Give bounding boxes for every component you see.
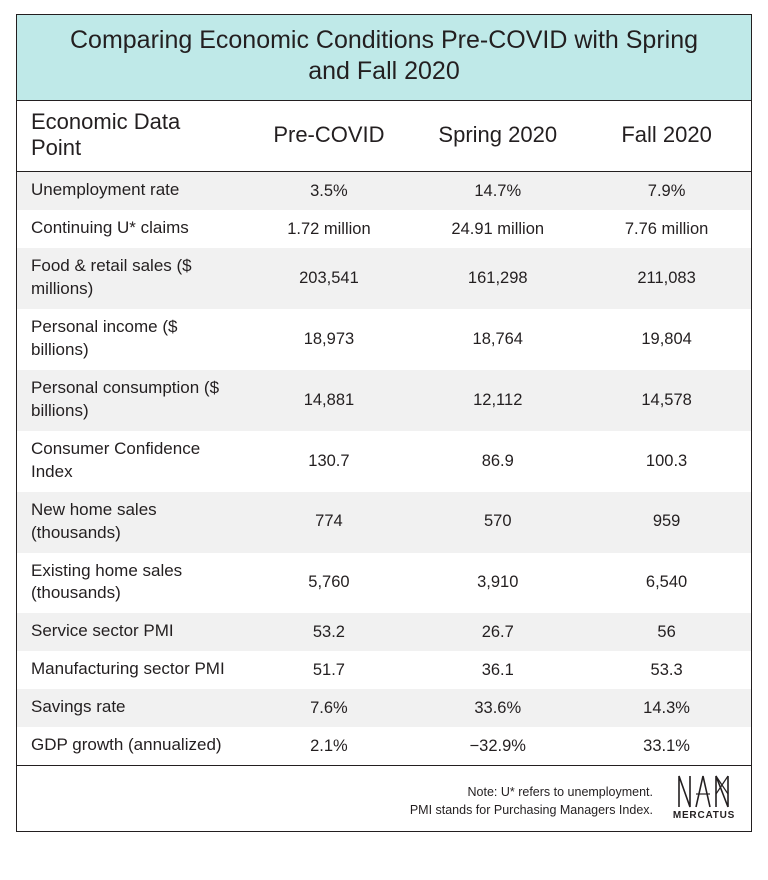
row-label: Personal consumption ($ billions): [17, 370, 245, 431]
row-label: New home sales (thousands): [17, 492, 245, 553]
row-value-pre-covid: 7.6%: [245, 689, 414, 727]
table-notes: [410, 783, 653, 821]
row-label: Food & retail sales ($ millions): [17, 248, 245, 309]
row-value-fall-2020: 53.3: [582, 651, 751, 689]
row-value-fall-2020: 14,578: [582, 370, 751, 431]
table-row: [17, 370, 751, 431]
table-row: [17, 172, 751, 210]
row-value-spring-2020: 161,298: [413, 248, 582, 309]
row-value-fall-2020: 56: [582, 613, 751, 651]
title-bar: [17, 15, 751, 101]
row-label: GDP growth (annualized): [17, 727, 245, 765]
row-label: Service sector PMI: [17, 613, 245, 651]
row-value-fall-2020: 6,540: [582, 553, 751, 614]
table-header: [17, 101, 751, 172]
row-value-fall-2020: 33.1%: [582, 727, 751, 765]
table-row: [17, 492, 751, 553]
table-header-row: [17, 101, 751, 172]
table-row: [17, 431, 751, 492]
row-label: Personal income ($ billions): [17, 309, 245, 370]
table-row: [17, 651, 751, 689]
mercatus-logo-icon: [671, 774, 737, 808]
row-value-pre-covid: 51.7: [245, 651, 414, 689]
column-header-pre-covid: Pre-COVID: [245, 101, 414, 172]
note-line-2: PMI stands for Purchasing Managers Index.: [409, 803, 653, 818]
row-value-spring-2020: −32.9%: [413, 727, 582, 765]
table-row: [17, 613, 751, 651]
row-value-pre-covid: 130.7: [245, 431, 414, 492]
row-label: Consumer Confidence Index: [17, 431, 245, 492]
table-card: [16, 14, 752, 832]
row-label: Continuing U* claims: [17, 210, 245, 248]
mercatus-logo: [671, 774, 737, 821]
row-label: Savings rate: [17, 689, 245, 727]
row-value-pre-covid: 2.1%: [245, 727, 414, 765]
row-value-spring-2020: 86.9: [413, 431, 582, 492]
table-body: [17, 172, 751, 765]
row-value-spring-2020: 14.7%: [413, 172, 582, 210]
row-value-spring-2020: 26.7: [413, 613, 582, 651]
row-value-pre-covid: 203,541: [245, 248, 414, 309]
row-label: Existing home sales (thousands): [17, 553, 245, 614]
row-value-spring-2020: 570: [413, 492, 582, 553]
column-header-fall-2020: Fall 2020: [582, 101, 751, 172]
row-value-pre-covid: 3.5%: [245, 172, 414, 210]
row-value-fall-2020: 100.3: [582, 431, 751, 492]
row-value-spring-2020: 33.6%: [413, 689, 582, 727]
row-label: Manufacturing sector PMI: [17, 651, 245, 689]
row-value-fall-2020: 959: [582, 492, 751, 553]
row-value-spring-2020: 3,910: [413, 553, 582, 614]
row-value-spring-2020: 24.91 million: [413, 210, 582, 248]
row-value-pre-covid: 1.72 million: [245, 210, 414, 248]
row-value-fall-2020: 211,083: [582, 248, 751, 309]
row-value-pre-covid: 14,881: [245, 370, 414, 431]
row-value-spring-2020: 36.1: [413, 651, 582, 689]
row-value-fall-2020: 19,804: [582, 309, 751, 370]
note-line-1: Note: U* refers to unemployment.: [467, 784, 653, 799]
row-value-pre-covid: 5,760: [245, 553, 414, 614]
row-value-pre-covid: 18,973: [245, 309, 414, 370]
row-label: Unemployment rate: [17, 172, 245, 210]
row-value-fall-2020: 7.76 million: [582, 210, 751, 248]
mercatus-logo-text: MERCATUS: [672, 810, 736, 822]
table-row: [17, 689, 751, 727]
table-row: [17, 553, 751, 614]
row-value-pre-covid: 53.2: [245, 613, 414, 651]
row-value-fall-2020: 14.3%: [582, 689, 751, 727]
page-title: Comparing Economic Conditions Pre-COVID with Spring and Fall 2020: [69, 26, 699, 86]
table-row: [17, 309, 751, 370]
column-header-data-point: Economic Data Point: [17, 101, 245, 172]
row-value-fall-2020: 7.9%: [582, 172, 751, 210]
economic-conditions-table: [17, 101, 751, 766]
row-value-spring-2020: 12,112: [413, 370, 582, 431]
row-value-pre-covid: 774: [245, 492, 414, 553]
table-row: [17, 248, 751, 309]
table-row: [17, 727, 751, 765]
column-header-spring-2020: Spring 2020: [413, 101, 582, 172]
footer: [17, 765, 751, 831]
row-value-spring-2020: 18,764: [413, 309, 582, 370]
table-row: [17, 210, 751, 248]
